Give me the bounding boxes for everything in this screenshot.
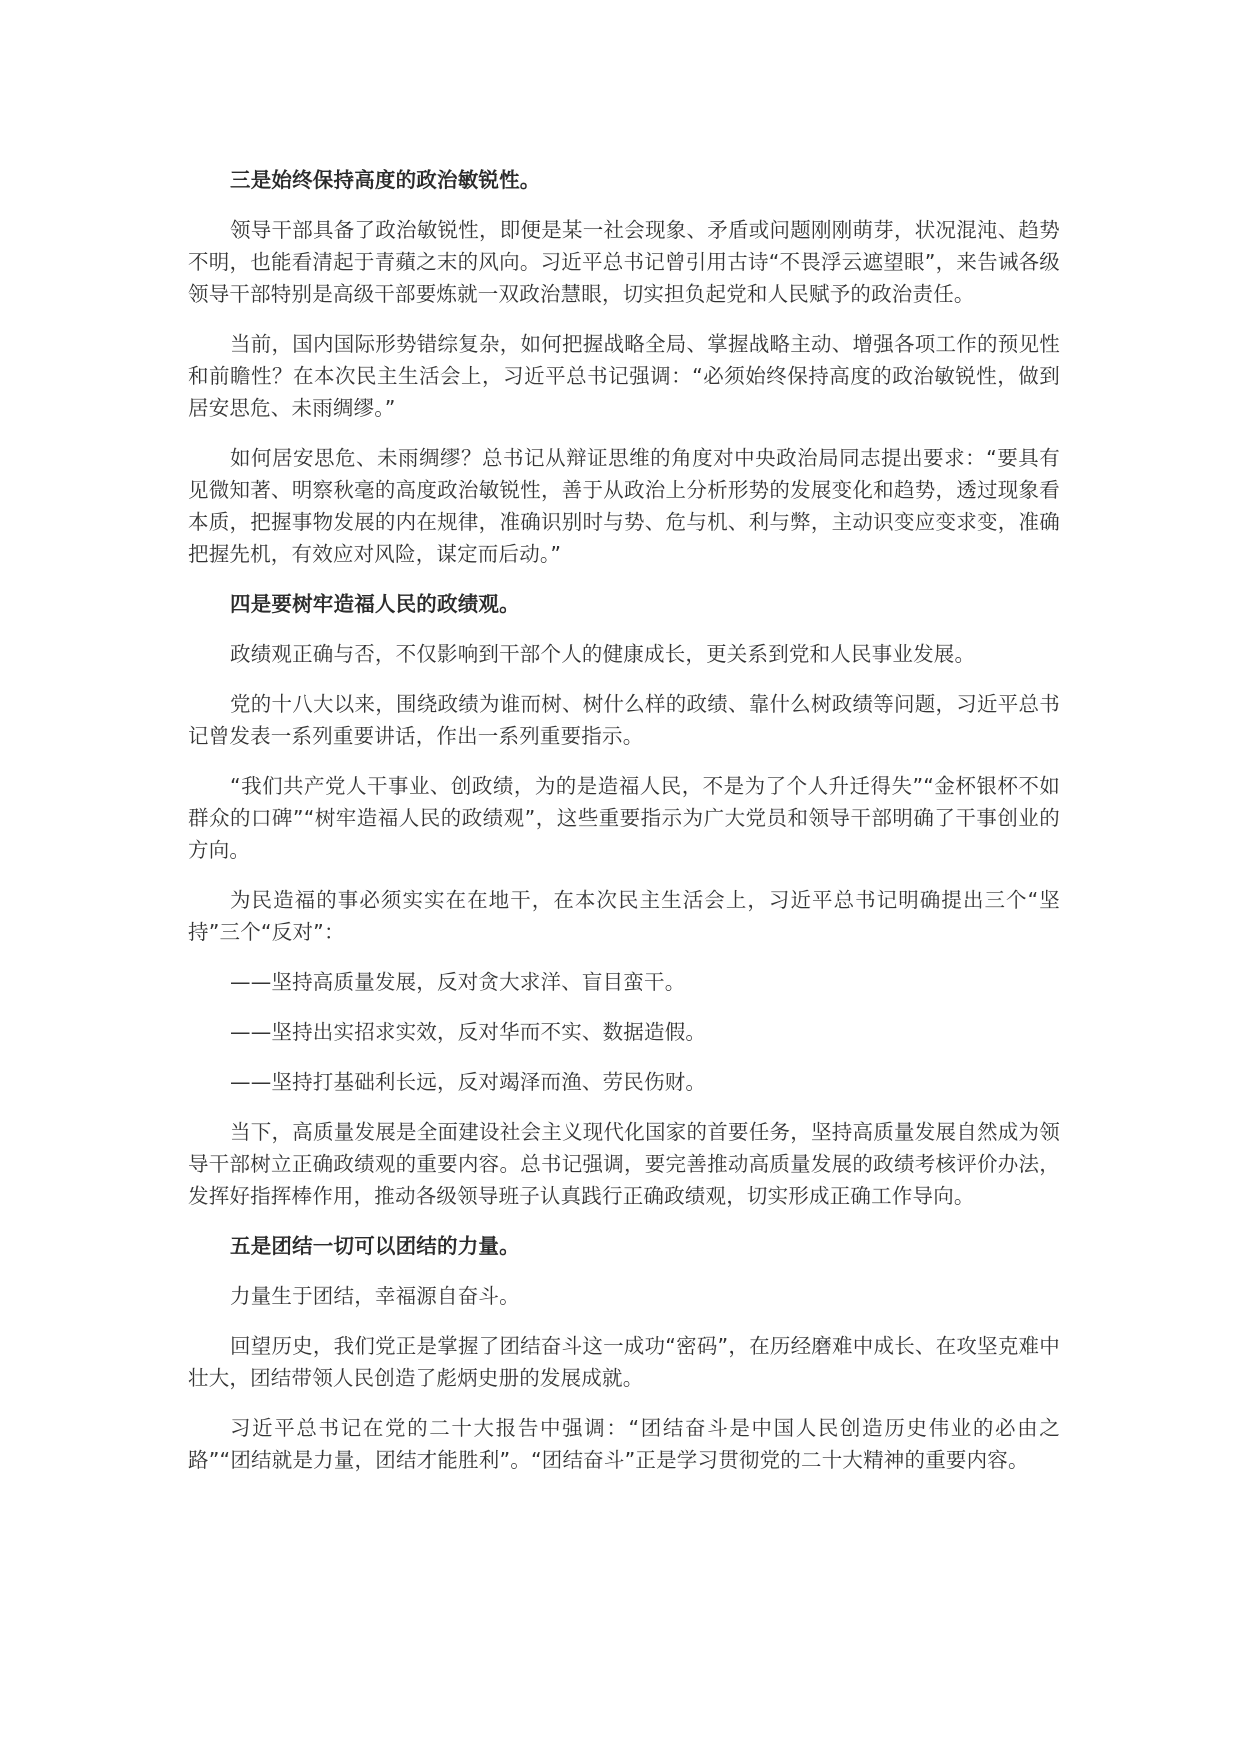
paragraph: 回望历史，我们党正是掌握了团结奋斗这一成功“密码”，在历经磨难中成长、在攻坚克难中壮大，团结带领人民创造了彪炳史册的发展成就。 bbox=[188, 1334, 1060, 1390]
paragraph: 为民造福的事必须实实在在地干，在本次民主生活会上，习近平总书记明确提出三个“坚持”三个“反对”： bbox=[188, 888, 1060, 944]
paragraph: 当下，高质量发展是全面建设社会主义现代化国家的首要任务，坚持高质量发展自然成为领导干部树立正确政绩观的重要内容。总书记强调，要完善推动高质量发展的政绩考核评价办法，发挥好指挥棒作用，推动各级领导班子认真践行正确政绩观，切实形成正确工作导向。 bbox=[188, 1120, 1060, 1208]
paragraph: 习近平总书记在党的二十大报告中强调：“团结奋斗是中国人民创造历史伟业的必由之路”“团结就是力量，团结才能胜利”。“团结奋斗”正是学习贯彻党的二十大精神的重要内容。 bbox=[188, 1416, 1060, 1472]
list-item: ——坚持打基础利长远，反对竭泽而渔、劳民伤财。 bbox=[230, 1070, 707, 1094]
paragraph: 党的十八大以来，围绕政绩为谁而树、树什么样的政绩、靠什么树政绩等问题，习近平总书记曾发表一系列重要讲话，作出一系列重要指示。 bbox=[188, 692, 1060, 748]
list-item: ——坚持高质量发展，反对贪大求洋、盲目蛮干。 bbox=[230, 970, 686, 994]
section-heading-4: 四是要树牢造福人民的政绩观。 bbox=[230, 592, 520, 616]
paragraph: 如何居安思危、未雨绸缪？总书记从辩证思维的角度对中央政治局同志提出要求：“要具有见微知著、明察秋毫的高度政治敏锐性，善于从政治上分析形势的发展变化和趋势，透过现象看本质，把握事物发展的内在规律，准确识别时与势、危与机、利与弊，主动识变应变求变，准确把握先机，有效应对风险，谋定而后动。” bbox=[188, 446, 1060, 566]
paragraph: 领导干部具备了政治敏锐性，即便是某一社会现象、矛盾或问题刚刚萌芽，状况混沌、趋势不明，也能看清起于青蘋之末的风向。习近平总书记曾引用古诗“不畏浮云遮望眼”，来告诫各级领导干部特别是高级干部要炼就一双政治慧眼，切实担负起党和人民赋予的政治责任。 bbox=[188, 218, 1060, 306]
paragraph: “我们共产党人干事业、创政绩，为的是造福人民，不是为了个人升迁得失”“金杯银杯不如群众的口碑”“树牢造福人民的政绩观”，这些重要指示为广大党员和领导干部明确了干事创业的方向。 bbox=[188, 774, 1060, 862]
paragraph: 政绩观正确与否，不仅影响到干部个人的健康成长，更关系到党和人民事业发展。 bbox=[230, 642, 976, 666]
paragraph: 力量生于团结，幸福源自奋斗。 bbox=[230, 1284, 520, 1308]
paragraph: 当前，国内国际形势错综复杂，如何把握战略全局、掌握战略主动、增强各项工作的预见性和前瞻性？在本次民主生活会上，习近平总书记强调：“必须始终保持高度的政治敏锐性，做到居安思危、未雨绸缪。” bbox=[188, 332, 1060, 420]
section-heading-5: 五是团结一切可以团结的力量。 bbox=[230, 1234, 520, 1258]
section-heading-3: 三是始终保持高度的政治敏锐性。 bbox=[230, 168, 541, 192]
list-item: ——坚持出实招求实效，反对华而不实、数据造假。 bbox=[230, 1020, 707, 1044]
document-page bbox=[188, 164, 1060, 1494]
